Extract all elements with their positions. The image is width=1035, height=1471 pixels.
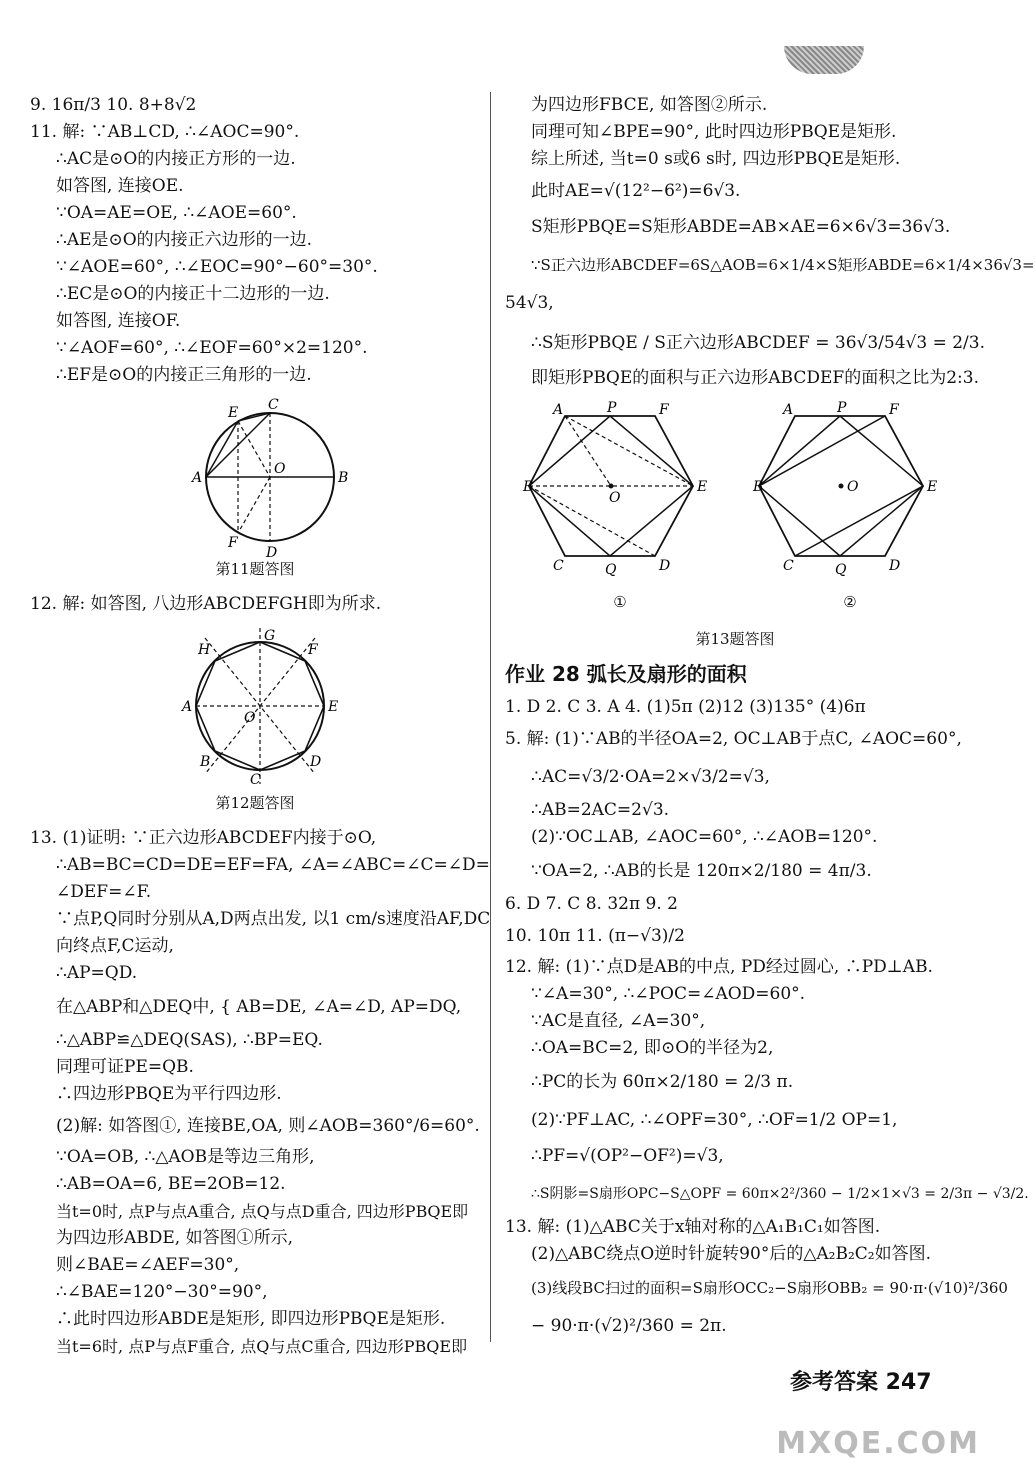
- text-line: (2)∵PF⊥AC, ∴∠OPF=30°, ∴OF=1/2 OP=1,: [531, 1110, 898, 1130]
- text-line: ∴S矩形PBQE / S正六边形ABCDEF = 36√3/54√3 = 2/3.: [531, 333, 986, 353]
- text-line: 当t=6时, 点P与点F重合, 点Q与点C重合, 四边形PBQE即: [56, 1337, 468, 1356]
- svg-text:B: B: [200, 754, 211, 770]
- text-line: ∴OA=BC=2, 即⊙O的半径为2,: [531, 1038, 774, 1058]
- hexagon-diagram-1: [525, 398, 715, 578]
- svg-text:B: B: [338, 470, 349, 486]
- figure-label: ②: [843, 593, 857, 611]
- text-line: ∵∠A=30°, ∴∠POC=∠AOD=60°.: [531, 984, 806, 1004]
- text-line: ∵点P,Q同时分别从A,D两点出发, 以1 cm/s速度沿AF,DC: [56, 909, 491, 929]
- text-line: ∵∠AOF=60°, ∴∠EOF=60°×2=120°.: [56, 338, 368, 358]
- svg-text:P: P: [607, 400, 617, 416]
- svg-text:O: O: [609, 490, 621, 506]
- text-line: ∴AB=2AC=2√3.: [531, 800, 670, 820]
- text-line: ∴∠BAE=120°−30°=90°,: [56, 1282, 268, 1302]
- svg-text:F: F: [889, 402, 899, 418]
- text-line: (2)解: 如答图①, 连接BE,OA, 则∠AOB=360°/6=60°.: [56, 1116, 480, 1136]
- figure-caption: 第11题答图: [215, 560, 295, 578]
- text-line: 13. 解: (1)△ABC关于x轴对称的△A₁B₁C₁如答图.: [505, 1217, 881, 1237]
- svg-text:E: E: [697, 479, 708, 495]
- text-line: 54√3,: [505, 293, 554, 313]
- figure-label: ①: [613, 593, 627, 611]
- text-line: ∵OA=2, ∴AB的长是 120π×2/180 = 4π/3.: [531, 861, 872, 881]
- text-line: (3)线段BC扫过的面积=S扇形OCC₂−S扇形OBB₂ = 90·π·(√10)²/360: [531, 1279, 1008, 1297]
- svg-text:A: A: [182, 699, 193, 715]
- svg-text:E: E: [927, 479, 938, 495]
- figure-12: [30, 618, 480, 788]
- text-line: ∴PF=√(OP²−OF²)=√3,: [531, 1146, 724, 1166]
- figure-caption: 第12题答图: [215, 794, 295, 812]
- text-line: ∴AC=√3/2·OA=2×√3/2=√3,: [531, 767, 770, 787]
- text-line: (2)△ABC绕点O逆时针旋转90°后的△A₂B₂C₂如答图.: [531, 1244, 932, 1264]
- text-line: ∴EC是⊙O的内接正十二边形的一边.: [56, 284, 330, 304]
- text-line: ∴AB=OA=6, BE=2OB=12.: [56, 1174, 286, 1194]
- text-line: − 90·π·(√2)²/360 = 2π.: [531, 1316, 727, 1336]
- svg-text:C: C: [553, 558, 564, 574]
- text-line: 如答图, 连接OE.: [56, 176, 184, 196]
- text-line: 11. 解: ∵AB⊥CD, ∴∠AOC=90°.: [30, 122, 300, 142]
- svg-text:Q: Q: [605, 562, 617, 578]
- svg-text:G: G: [264, 628, 276, 644]
- svg-text:C: C: [783, 558, 794, 574]
- figure-caption: 第13题答图: [695, 630, 775, 648]
- text-line: 综上所述, 当t=0 s或6 s时, 四边形PBQE是矩形.: [531, 149, 901, 169]
- text-line: 如答图, 连接OF.: [56, 311, 181, 331]
- svg-text:A: A: [783, 402, 794, 418]
- svg-text:C: C: [250, 772, 261, 788]
- svg-text:F: F: [228, 535, 238, 551]
- svg-text:C: C: [268, 397, 279, 413]
- text-line: ∵OA=AE=OE, ∴∠AOE=60°.: [56, 203, 297, 223]
- text-line: 12. 解: (1)∵点D是AB的中点, PD经过圆心, ∴PD⊥AB.: [505, 957, 933, 977]
- text-line: ∵S正六边形ABCDEF=6S△AOB=6×1/4×S矩形ABDE=6×1/4×36√3=: [531, 256, 1035, 274]
- svg-text:O: O: [847, 479, 859, 495]
- text-line: ∴S阴影=S扇形OPC−S△OPF = 60π×2²/360 − 1/2×1×√3 = 2/3π − √3/2.: [531, 1186, 1029, 1202]
- page-footer: 参考答案 247: [790, 1370, 932, 1395]
- svg-text:O: O: [244, 710, 256, 726]
- text-line: 此时AE=√(12²−6²)=6√3.: [531, 181, 741, 201]
- text-line: (2)∵OC⊥AB, ∠AOC=60°, ∴∠AOB=120°.: [531, 827, 878, 847]
- text-line: ∵AC是直径, ∠A=30°,: [531, 1011, 706, 1031]
- text-line: ∵OA=OB, ∴△AOB是等边三角形,: [56, 1147, 315, 1167]
- text-line: 13. (1)证明: ∵正六边形ABCDEF内接于⊙O,: [30, 828, 377, 848]
- text-line: 5. 解: (1)∵AB的半径OA=2, OC⊥AB于点C, ∠AOC=60°,: [505, 729, 962, 749]
- svg-text:D: D: [266, 545, 278, 561]
- svg-text:D: D: [889, 558, 901, 574]
- text-line: 同理可知∠BPE=90°, 此时四边形PBQE是矩形.: [531, 122, 897, 142]
- text-line: ∴AP=QD.: [56, 963, 138, 983]
- text-line: ∴△ABP≌△DEQ(SAS), ∴BP=EQ.: [56, 1030, 323, 1050]
- svg-text:A: A: [192, 470, 203, 486]
- text-line: 1. D 2. C 3. A 4. (1)5π (2)12 (3)135° (4)6π: [505, 697, 866, 717]
- svg-text:B: B: [753, 479, 764, 495]
- svg-text:F: F: [308, 642, 318, 658]
- watermark: MXQE.COM: [776, 1426, 980, 1461]
- text-line: ∴AE是⊙O的内接正六边形的一边.: [56, 230, 313, 250]
- text-line: ∴AB=BC=CD=DE=EF=FA, ∠A=∠ABC=∠C=∠D=: [56, 855, 490, 875]
- text-line: 9. 16π/3 10. 8+8√2: [30, 95, 197, 115]
- svg-text:D: D: [659, 558, 671, 574]
- corner-decoration: [784, 46, 864, 74]
- right-column: [505, 92, 1035, 1344]
- text-line: ∠DEF=∠F.: [56, 882, 152, 902]
- hexagon-diagram-2: [755, 398, 945, 578]
- svg-text:A: A: [553, 402, 564, 418]
- text-line: 为四边形FBCE, 如答图②所示.: [531, 95, 768, 115]
- svg-text:F: F: [659, 402, 669, 418]
- text-line: 当t=0时, 点P与点A重合, 点Q与点D重合, 四边形PBQE即: [56, 1202, 469, 1221]
- text-line: ∴PC的长为 60π×2/180 = 2/3 π.: [531, 1072, 794, 1092]
- column-divider: [490, 92, 491, 1342]
- svg-text:B: B: [523, 479, 534, 495]
- text-line: 向终点F,C运动,: [56, 936, 174, 956]
- text-line: 为四边形ABDE, 如答图①所示,: [56, 1228, 294, 1248]
- svg-text:P: P: [837, 400, 847, 416]
- svg-text:H: H: [198, 642, 211, 658]
- text-line: ∴四边形PBQE为平行四边形.: [56, 1084, 282, 1104]
- svg-text:Q: Q: [835, 562, 847, 578]
- text-line: 10. 10π 11. (π−√3)/2: [505, 926, 685, 946]
- text-line: ∵∠AOE=60°, ∴∠EOC=90°−60°=30°.: [56, 257, 378, 277]
- text-line: ∴此时四边形ABDE是矩形, 即四边形PBQE是矩形.: [56, 1309, 446, 1329]
- text-line: 在△ABP和△DEQ中, { AB=DE, ∠A=∠D, AP=DQ,: [56, 997, 462, 1017]
- figure-11: [30, 389, 480, 561]
- text-line: 6. D 7. C 8. 32π 9. 2: [505, 894, 678, 914]
- section-title: 作业 28 弧长及扇形的面积: [505, 662, 747, 686]
- text-line: 12. 解: 如答图, 八边形ABCDEFGH即为所求.: [30, 594, 382, 614]
- svg-text:E: E: [228, 405, 239, 421]
- text-line: 同理可证PE=QB.: [56, 1057, 194, 1077]
- svg-text:D: D: [310, 754, 322, 770]
- svg-text:O: O: [274, 461, 286, 477]
- left-column: [30, 92, 491, 1360]
- text-line: ∴EF是⊙O的内接正三角形的一边.: [56, 365, 312, 385]
- text-line: S矩形PBQE=S矩形ABDE=AB×AE=6×6√3=36√3.: [531, 217, 951, 237]
- svg-text:E: E: [328, 699, 339, 715]
- text-line: 则∠BAE=∠AEF=30°,: [56, 1255, 240, 1275]
- figure-13: [505, 398, 965, 624]
- text-line: ∴AC是⊙O的内接正方形的一边.: [56, 149, 296, 169]
- text-line: 即矩形PBQE的面积与正六边形ABCDEF的面积之比为2:3.: [531, 368, 979, 388]
